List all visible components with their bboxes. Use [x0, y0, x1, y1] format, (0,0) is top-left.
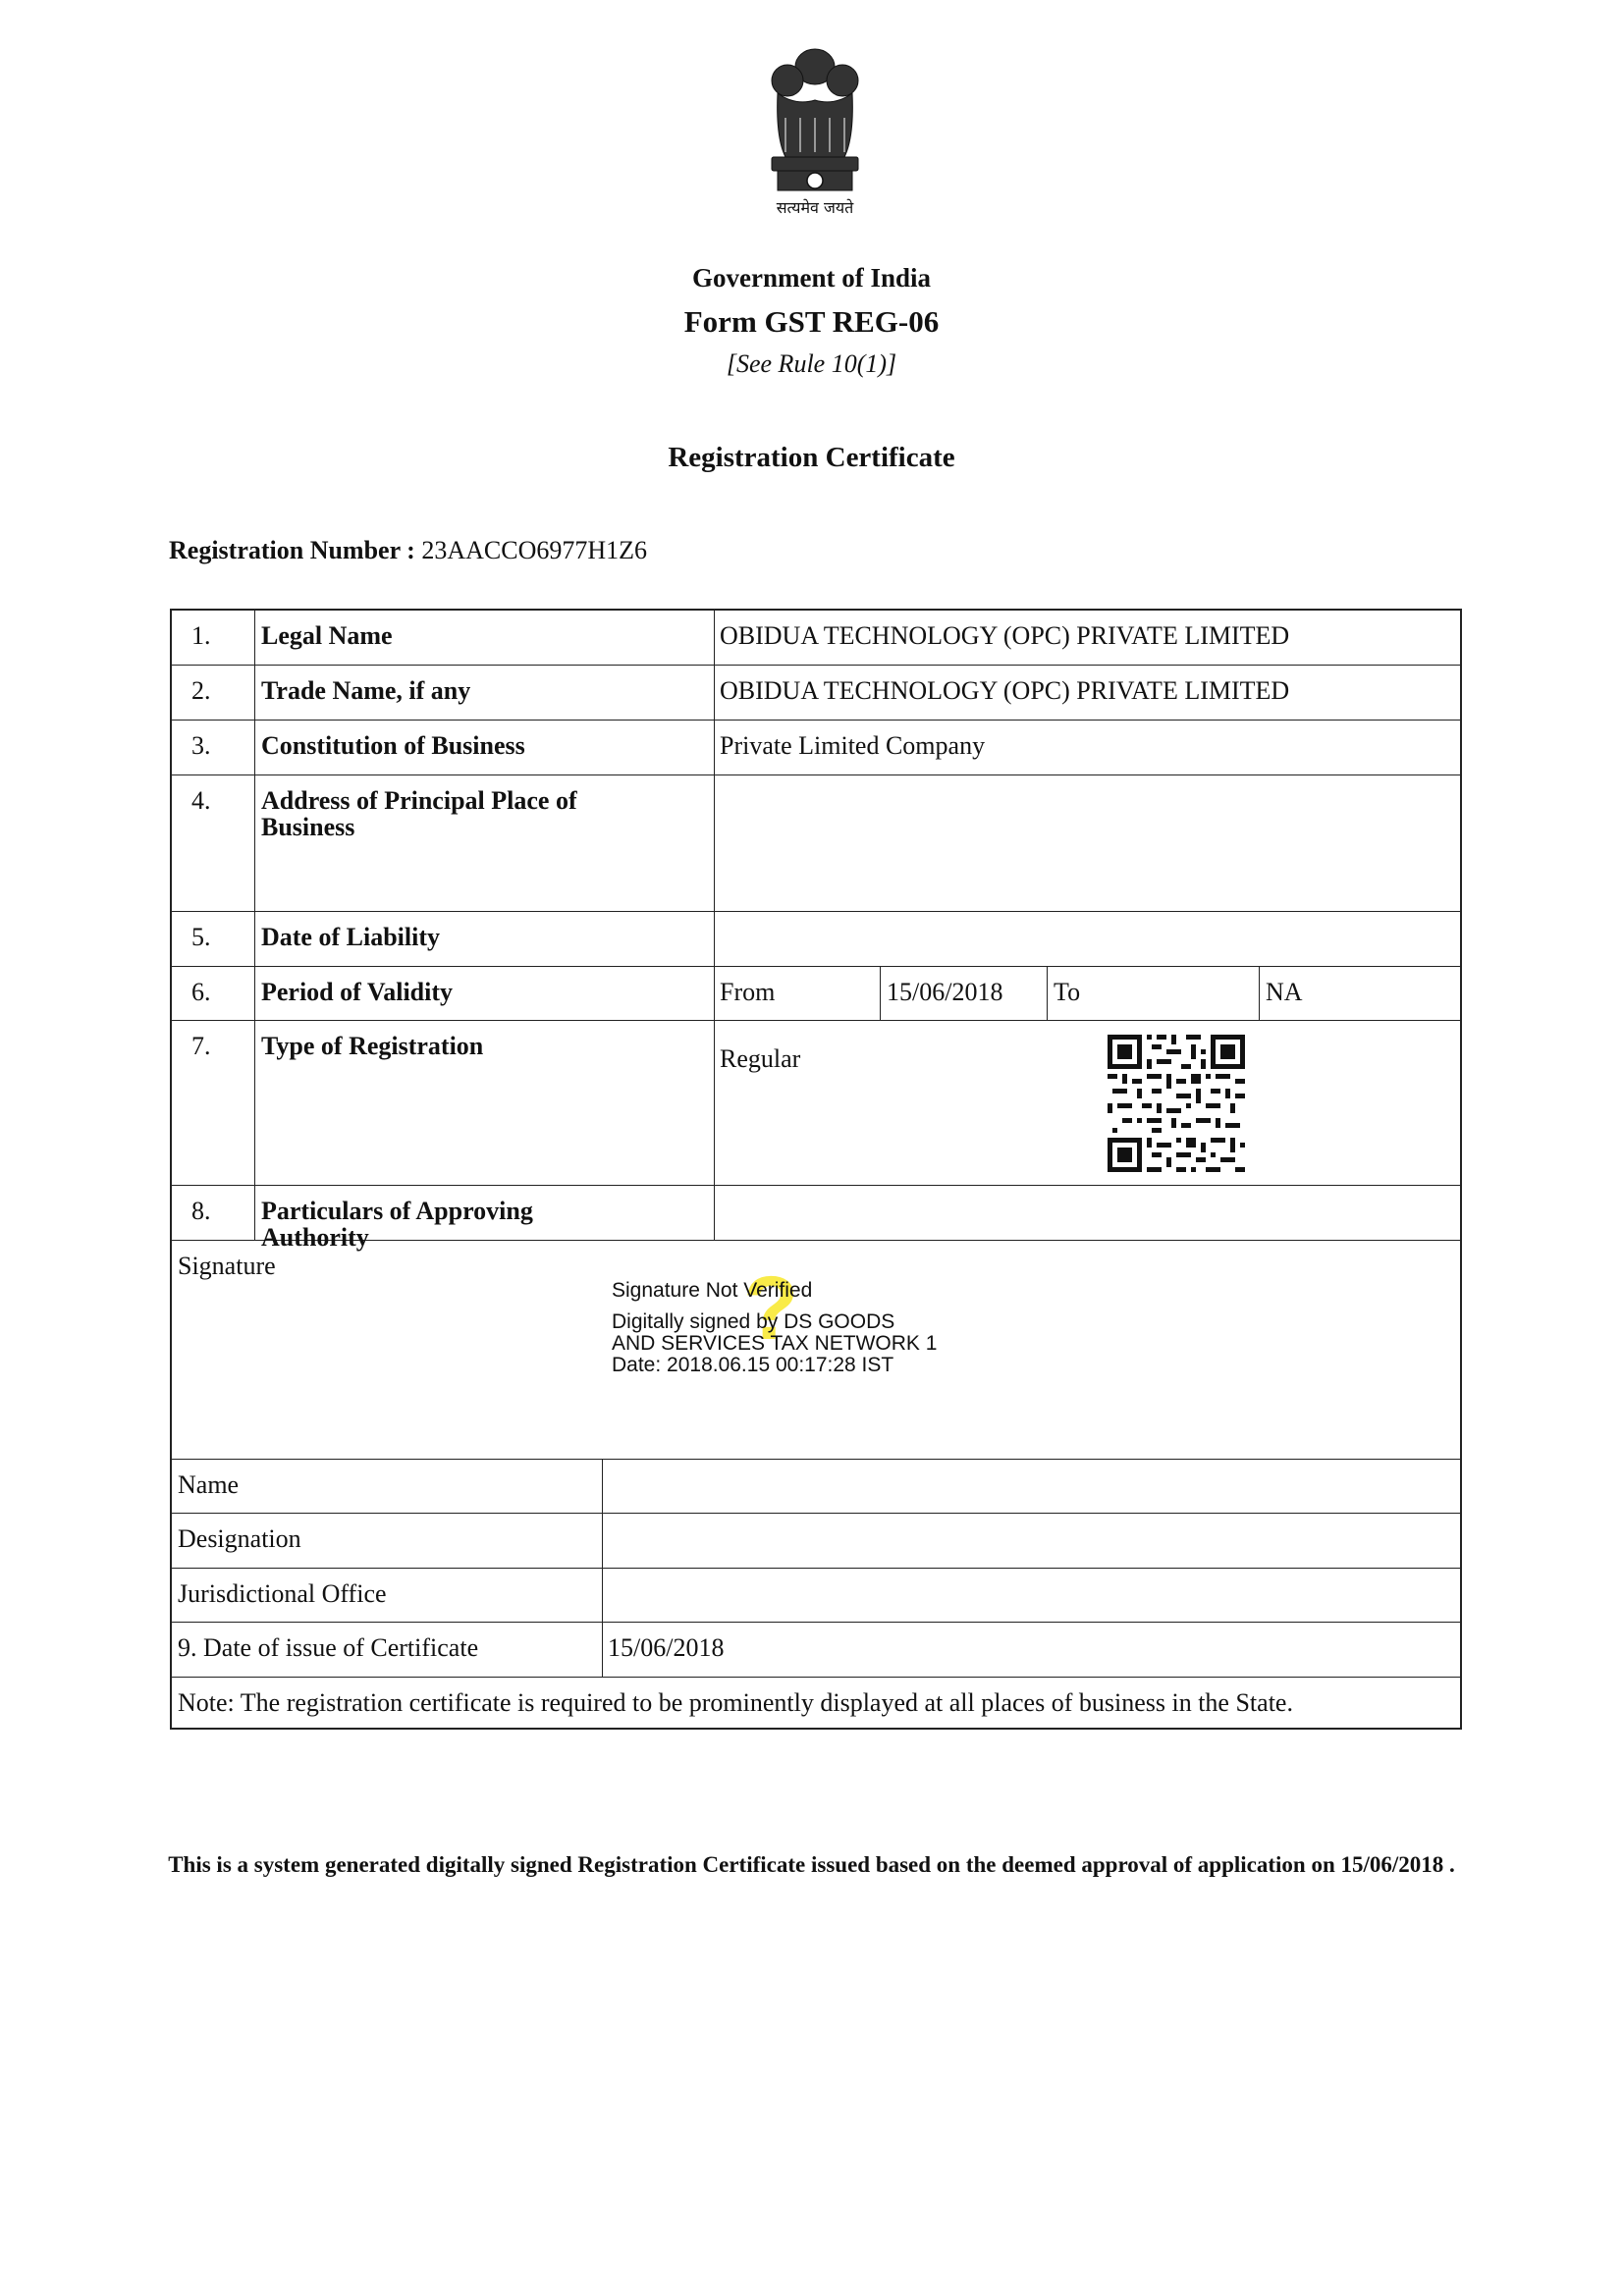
signature-signer-line1: Digitally signed by DS GOODS	[612, 1310, 895, 1334]
legal-name-value: OBIDUA TECHNOLOGY (OPC) PRIVATE LIMITED	[720, 621, 1290, 650]
digital-signature-block	[612, 1280, 937, 1376]
qr-code-icon	[1108, 1035, 1245, 1172]
date-of-issue-value: 15/06/2018	[608, 1633, 725, 1662]
constitution-label: Constitution of Business	[261, 731, 525, 760]
date-of-issue-label: 9. Date of issue of Certificate	[178, 1633, 479, 1662]
row-number: 4.	[191, 786, 211, 815]
signature-date: Date: 2018.06.15 00:17:28 IST	[612, 1354, 894, 1377]
registration-number-value: 23AACCO6977H1Z6	[421, 536, 647, 564]
validity-to-value: NA	[1266, 978, 1303, 1006]
government-heading: Government of India	[692, 263, 931, 293]
validity-to-label: To	[1054, 978, 1081, 1006]
signature-status: Signature Not Verified	[612, 1279, 813, 1302]
footer-statement: This is a system generated digitally signed Registration Certificate issued based on the deemed approval of application on 15/06/2018 .	[168, 1852, 1455, 1877]
row-number: 7.	[191, 1032, 211, 1060]
registration-number	[169, 536, 647, 565]
row-number: 5.	[191, 923, 211, 951]
display-note: Note: The registration certificate is required to be prominently displayed at all places of business in the State.	[178, 1688, 1293, 1717]
constitution-value: Private Limited Company	[720, 731, 986, 760]
validity-from-label: From	[720, 978, 776, 1006]
approving-authority-label: Particulars of Approving Authority	[261, 1197, 533, 1253]
registration-number-label: Registration Number :	[169, 536, 415, 564]
type-of-registration-value: Regular	[720, 1044, 801, 1073]
row-number: 2.	[191, 676, 211, 705]
emblem-motto: सत्यमेव जयते	[776, 198, 854, 217]
row-number: 6.	[191, 978, 211, 1006]
row-number: 8.	[191, 1197, 211, 1225]
legal-name-label: Legal Name	[261, 621, 393, 650]
authority-designation-label: Designation	[178, 1524, 301, 1553]
jurisdictional-office-label: Jurisdictional Office	[178, 1579, 387, 1608]
row-number: 3.	[191, 731, 211, 760]
form-title: Form GST REG-06	[683, 304, 940, 339]
trade-name-label: Trade Name, if any	[261, 676, 471, 705]
period-of-validity-label: Period of Validity	[261, 978, 454, 1006]
certificate-title: Registration Certificate	[668, 442, 955, 473]
address-label: Address of Principal Place of Business	[261, 786, 577, 842]
certificate-table	[170, 609, 1462, 1730]
type-of-registration-label: Type of Registration	[261, 1032, 484, 1060]
signature-label: Signature	[178, 1252, 276, 1280]
rule-reference: [See Rule 10(1)]	[726, 349, 897, 378]
row-number: 1.	[191, 621, 211, 650]
authority-name-label: Name	[178, 1470, 240, 1499]
signature-signer-line2: AND SERVICES TAX NETWORK 1	[612, 1332, 938, 1356]
validity-from-value: 15/06/2018	[887, 978, 1003, 1006]
date-of-liability-label: Date of Liability	[261, 923, 440, 951]
trade-name-value: OBIDUA TECHNOLOGY (OPC) PRIVATE LIMITED	[720, 676, 1290, 705]
signature-status-icon: ?	[743, 1258, 799, 1359]
